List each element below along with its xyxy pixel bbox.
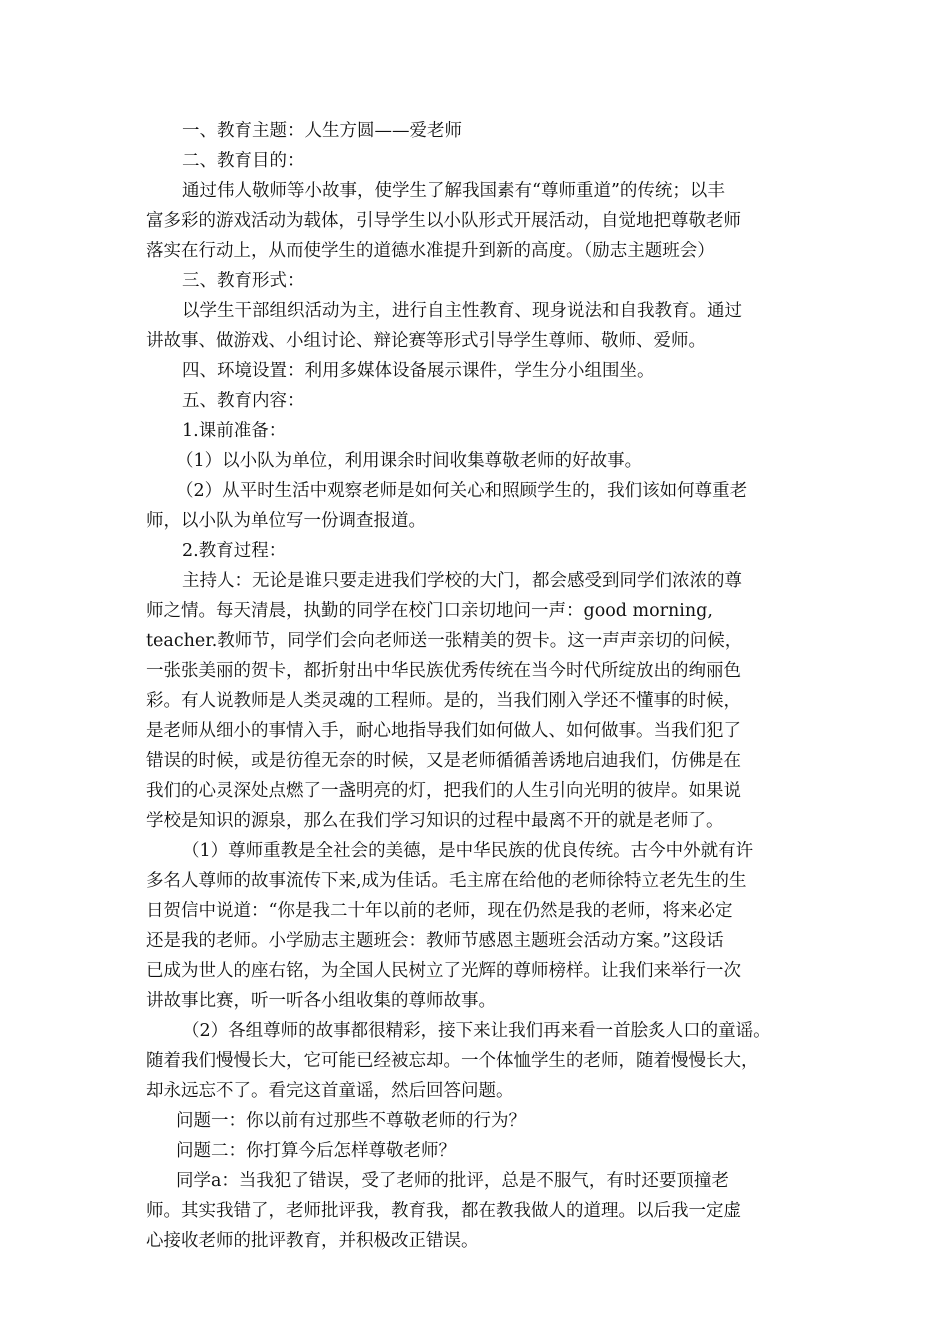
question-line: 问题二：你打算今后怎样尊敬老师？ bbox=[176, 1141, 456, 1161]
paragraph-line: 日贺信中说道：“你是我二十年以前的老师，现在仍然是我的老师，将来必定 bbox=[146, 901, 733, 921]
subheading-process: 2.教育过程： bbox=[182, 541, 287, 561]
subheading-preparation: 1.课前准备： bbox=[182, 421, 287, 441]
paragraph-line: 师。其实我错了，老师批评我，教育我，都在教我做人的道理。以后我一定虚 bbox=[146, 1201, 741, 1221]
paragraph-line: 以学生干部组织活动为主，进行自主性教育、现身说法和自我教育。通过 bbox=[182, 301, 742, 321]
paragraph-line: 却永远忘不了。看完这首童谣，然后回答问题。 bbox=[146, 1081, 514, 1101]
paragraph-line: 富多彩的游戏活动为载体，引导学生以小队形式开展活动，自觉地把尊敬老师 bbox=[146, 211, 741, 231]
paragraph-line: 师之情。每天清晨，执勤的同学在校门口亲切地问一声：good morning, bbox=[146, 601, 713, 621]
paragraph-line: （1）尊师重教是全社会的美德，是中华民族的优良传统。古今中外就有许 bbox=[182, 841, 754, 861]
question-line: 问题一：你以前有过那些不尊敬老师的行为？ bbox=[176, 1111, 526, 1131]
paragraph-line: 还是我的老师。小学励志主题班会：教师节感恩主题班会活动方案。”这段话 bbox=[146, 931, 724, 951]
paragraph-line: teacher.教师节，同学们会向老师送一张精美的贺卡。这一声声亲切的问候， bbox=[146, 631, 743, 651]
paragraph-line: 学校是知识的源泉，那么在我们学习知识的过程中最离不开的就是老师了。 bbox=[146, 811, 724, 831]
paragraph-line: 通过伟人敬师等小故事，使学生了解我国素有“尊师重道”的传统；以丰 bbox=[182, 181, 725, 201]
heading-environment: 四、环境设置：利用多媒体设备展示课件，学生分小组围坐。 bbox=[182, 361, 655, 381]
paragraph-line: 主持人：无论是谁只要走进我们学校的大门，都会感受到同学们浓浓的尊 bbox=[182, 571, 742, 591]
heading-theme: 一、教育主题：人生方圆——爱老师 bbox=[182, 121, 462, 141]
paragraph-line: 落实在行动上，从而使学生的道德水准提升到新的高度。（励志主题班会） bbox=[146, 241, 715, 261]
document-body bbox=[146, 116, 818, 1256]
list-item: （1）以小队为单位，利用课余时间收集尊敬老师的好故事。 bbox=[176, 451, 643, 471]
paragraph-line: 讲故事比赛，听一听各小组收集的尊师故事。 bbox=[146, 991, 496, 1011]
paragraph-line: 一张张美丽的贺卡，都折射出中华民族优秀传统在当今时代所绽放出的绚丽色 bbox=[146, 661, 741, 681]
paragraph-line: 讲故事、做游戏、小组讨论、辩论赛等形式引导学生尊师、敬师、爱师。 bbox=[146, 331, 706, 351]
paragraph-line: 随着我们慢慢长大，它可能已经被忘却。一个体恤学生的老师，随着慢慢长大， bbox=[146, 1051, 759, 1071]
heading-form: 三、教育形式： bbox=[182, 271, 305, 291]
paragraph-line: 错误的时候，或是彷徨无奈的时候，又是老师循循善诱地启迪我们，仿佛是在 bbox=[146, 751, 741, 771]
paragraph-line: 彩。有人说教师是人类灵魂的工程师。是的，当我们刚入学还不懂事的时候， bbox=[146, 691, 741, 711]
paragraph-line: 是老师从细小的事情入手，耐心地指导我们如何做人、如何做事。当我们犯了 bbox=[146, 721, 741, 741]
paragraph-line: 同学a：当我犯了错误，受了老师的批评，总是不服气，有时还要顶撞老 bbox=[176, 1171, 729, 1191]
paragraph-line: 我们的心灵深处点燃了一盏明亮的灯，把我们的人生引向光明的彼岸。如果说 bbox=[146, 781, 741, 801]
paragraph-line: （2）各组尊师的故事都很精彩，接下来让我们再来看一首脍炙人口的童谣。 bbox=[182, 1021, 771, 1041]
paragraph-line: 心接收老师的批评教育，并积极改正错误。 bbox=[146, 1231, 479, 1251]
heading-purpose: 二、教育目的： bbox=[182, 151, 305, 171]
paragraph-line: 师，以小队为单位写一份调查报道。 bbox=[146, 511, 426, 531]
paragraph-line: 已成为世人的座右铭，为全国人民树立了光辉的尊师榜样。让我们来举行一次 bbox=[146, 961, 741, 981]
list-item: （2）从平时生活中观察老师是如何关心和照顾学生的，我们该如何尊重老 bbox=[176, 481, 748, 501]
paragraph-line: 多名人尊师的故事流传下来,成为佳话。毛主席在给他的老师徐特立老先生的生 bbox=[146, 871, 747, 891]
heading-content: 五、教育内容： bbox=[182, 391, 305, 411]
